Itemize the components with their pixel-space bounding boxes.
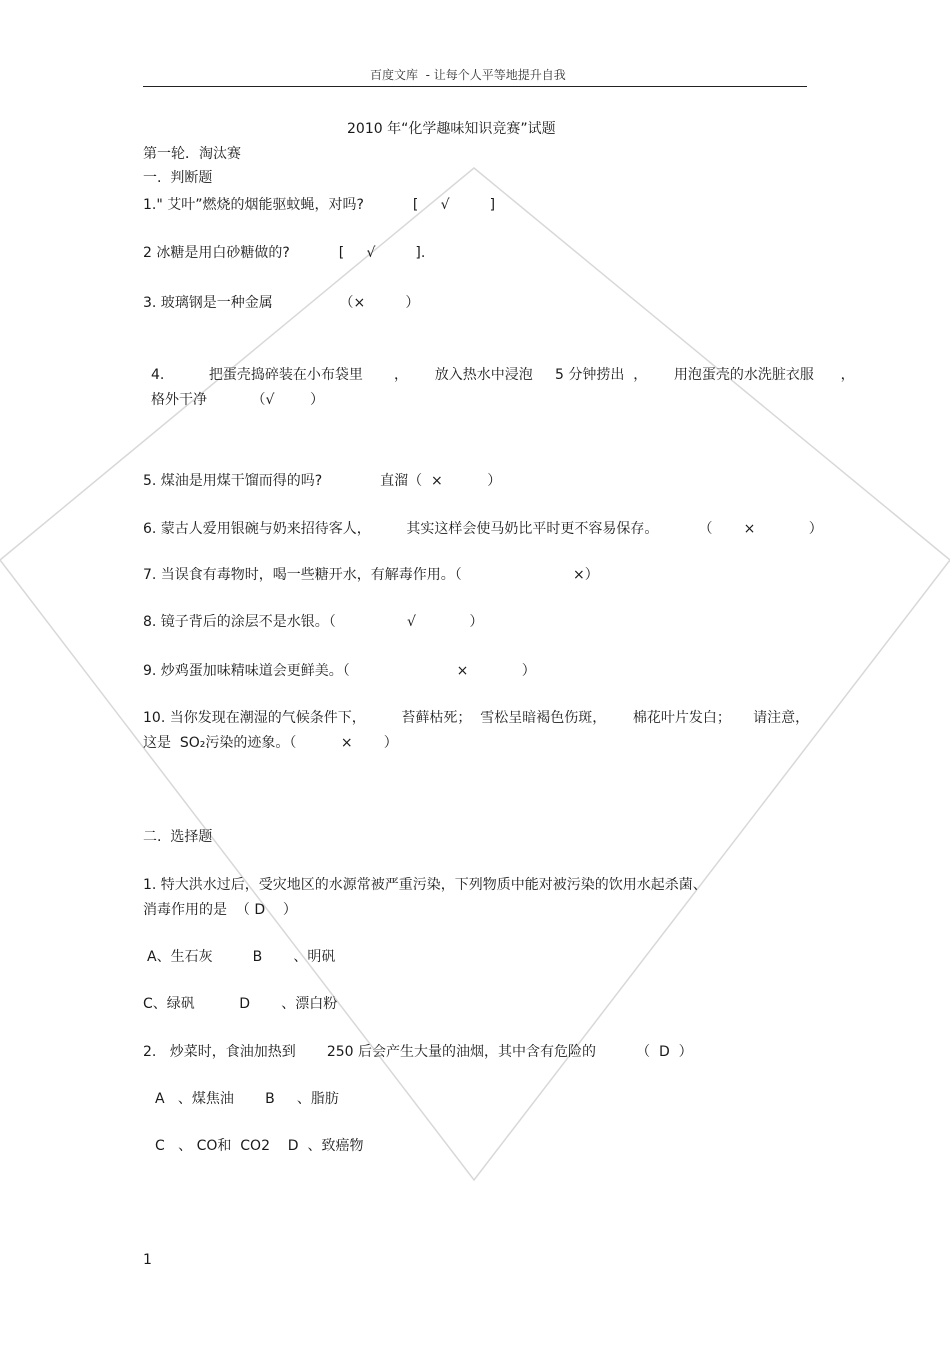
page-number: 1 bbox=[143, 1252, 152, 1268]
tf-question-10-cont: 这是 SO₂污染的迹象。（ × ） bbox=[143, 735, 398, 751]
section1-heading: 一. 判断题 bbox=[143, 170, 213, 186]
tf-question-7: 7. 当误食有毒物时，喝一些糖开水，有解毒作用。（ ×） bbox=[143, 567, 599, 583]
tf-question-8: 8. 镜子背后的涂层不是水银。（ √ ） bbox=[143, 614, 484, 630]
header-rule bbox=[143, 86, 807, 87]
tf-question-2: 2 冰糖是用白砂糖做的? [ √ ]. bbox=[143, 245, 426, 261]
tf-question-5: 5. 煤油是用煤干馏而得的吗? 直溜（ × ） bbox=[143, 473, 502, 489]
round-label: 第一轮．淘汰赛 bbox=[143, 146, 241, 162]
section2-heading: 二. 选择题 bbox=[143, 829, 213, 845]
tf-question-3: 3. 玻璃钢是一种金属 （× ） bbox=[143, 295, 420, 311]
tf-question-6: 6. 蒙古人爱用银碗与奶来招待客人， 其实这样会使马奶比平时更不容易保存。 （ × ） bbox=[143, 521, 823, 537]
doc-title: 2010 年“化学趣味知识竞赛”试题 bbox=[347, 121, 556, 137]
tf-question-9: 9. 炒鸡蛋加味精味道会更鲜美。（ × ） bbox=[143, 663, 536, 679]
mc-question-1-options-cd: C、绿矾 D 、漂白粉 bbox=[143, 996, 338, 1012]
mc-question-2: 2. 炒菜时，食油加热到 250 后会产生大量的油烟，其中含有危险的 （ D ） bbox=[143, 1044, 693, 1060]
mc-question-2-options-cd: C 、 CO和 CO2 D 、致癌物 bbox=[155, 1138, 364, 1154]
mc-question-1: 1. 特大洪水过后，受灾地区的水源常被严重污染，下列物质中能对被污染的饮用水起杀菌、 bbox=[143, 877, 707, 893]
mc-question-1-cont: 消毒作用的是 （ D ） bbox=[143, 902, 297, 918]
tf-question-1: 1." 艾叶”燃烧的烟能驱蚊蝇，对吗? [ √ ] bbox=[143, 197, 496, 213]
mc-question-1-options-ab: A、生石灰 B 、明矾 bbox=[147, 949, 336, 965]
mc-question-2-options-ab: A 、煤焦油 B 、脂肪 bbox=[155, 1091, 339, 1107]
page-header: 百度文库 - 让每个人平等地提升自我 bbox=[370, 68, 566, 82]
tf-question-10: 10. 当你发现在潮湿的气候条件下， 苔藓枯死； 雪松呈暗褐色伤斑， 棉花叶片发白； 请注意， bbox=[143, 710, 810, 726]
tf-question-4: 4. 把蛋壳捣碎装在小布袋里 ， 放入热水中浸泡 5 分钟捞出 ， 用泡蛋壳的水洗脏衣服 ， bbox=[151, 367, 855, 383]
tf-question-4-cont: 格外干净 （√ ） bbox=[151, 392, 325, 408]
